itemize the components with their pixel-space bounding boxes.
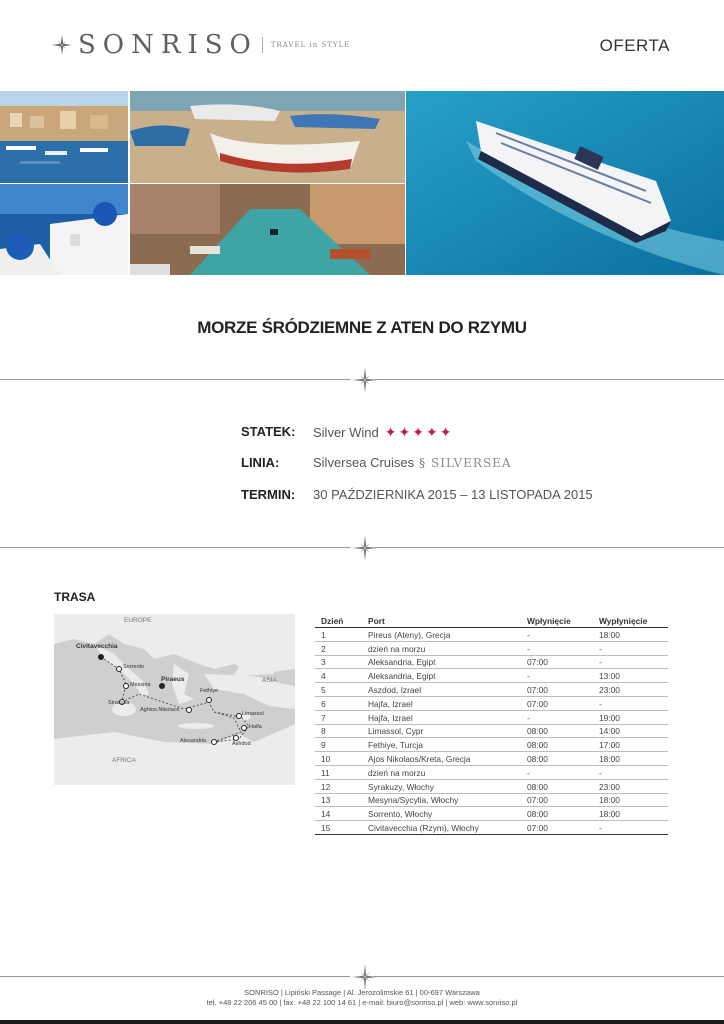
cell-port: Pireus (Ateny), Grecja <box>362 628 521 642</box>
route-map <box>54 614 295 785</box>
cell-departure: 23:00 <box>593 683 668 697</box>
cell-departure: 14:00 <box>593 724 668 738</box>
table-row <box>315 710 668 724</box>
table-row <box>315 724 668 738</box>
term-value: 30 PAŹDZIERNIKA 2015 – 13 LISTOPADA 2015 <box>313 487 593 502</box>
map-label-alexandria: Alexandria <box>180 738 206 744</box>
cell-day: 14 <box>315 807 362 821</box>
brand-tagline: TRAVEL in STYLE <box>270 41 351 49</box>
cell-arrival: 08:00 <box>521 752 593 766</box>
cell-day: 15 <box>315 821 362 835</box>
table-header-row <box>315 614 668 628</box>
compass-star-icon <box>352 367 378 393</box>
footer-contact: tel. +48 22 206 45 00 | fax. +48 22 100 14 61 | e-mail: biuro@sonriso.pl | web: www.sonriso.pl <box>206 998 518 1007</box>
photo-collage <box>0 91 724 275</box>
cell-arrival: - <box>521 765 593 779</box>
divider-line <box>374 379 724 380</box>
cell-port: Hajfa, Izrael <box>362 696 521 710</box>
cell-day: 9 <box>315 738 362 752</box>
cell-departure: 18:00 <box>593 807 668 821</box>
table-row <box>315 655 668 669</box>
logo-separator <box>262 37 263 53</box>
cell-day: 3 <box>315 655 362 669</box>
ship-name: Silver Wind <box>313 425 379 440</box>
divider-line <box>374 976 724 977</box>
star-icon: ✦ <box>439 424 452 440</box>
star-icon: ✦ <box>384 424 397 440</box>
table-row <box>315 696 668 710</box>
footer-address: SONRISO | Lipiński Passage | Al. Jerozolimskie 61 | 00-697 Warszawa <box>244 988 480 997</box>
cell-departure: - <box>593 696 668 710</box>
cell-departure: 13:00 <box>593 669 668 683</box>
cell-arrival: - <box>521 641 593 655</box>
line-label: LINIA: <box>241 455 280 470</box>
map-label-limassol: Limassol <box>242 711 264 717</box>
cell-day: 12 <box>315 779 362 793</box>
divider-line <box>0 547 350 548</box>
cell-arrival: 08:00 <box>521 724 593 738</box>
star-rating <box>385 424 454 441</box>
cell-day: 5 <box>315 683 362 697</box>
cell-port: Civitavecchia (Rzym), Włochy <box>362 821 521 835</box>
line-value <box>313 455 512 470</box>
cell-arrival: 07:00 <box>521 793 593 807</box>
cell-day: 11 <box>315 765 362 779</box>
itinerary-body <box>315 628 668 835</box>
col-header-departure: Wypłynięcie <box>593 614 668 628</box>
cell-arrival: - <box>521 710 593 724</box>
cell-arrival: 08:00 <box>521 807 593 821</box>
harbor-photo <box>0 91 128 183</box>
divider-line <box>0 379 350 380</box>
cell-port: dzień na morzu <box>362 641 521 655</box>
table-row <box>315 793 668 807</box>
map-label-africa: AFRICA <box>112 757 136 764</box>
cell-port: Aleksandria, Egipt <box>362 669 521 683</box>
divider-line <box>0 976 350 977</box>
cell-day: 4 <box>315 669 362 683</box>
line-row <box>0 455 724 477</box>
silversea-logo-text: SILVERSEA <box>430 455 512 470</box>
term-label: TERMIN: <box>241 487 296 502</box>
santorini-photo <box>0 184 128 275</box>
star-icon: ✦ <box>425 424 438 440</box>
cell-departure: 19:00 <box>593 710 668 724</box>
cell-arrival: 07:00 <box>521 683 593 697</box>
ship-label: STATEK: <box>241 424 296 439</box>
table-row <box>315 779 668 793</box>
silversea-logo: § SILVERSEA <box>419 455 512 470</box>
cell-day: 13 <box>315 793 362 807</box>
cell-port: Mesyna/Sycylia, Włochy <box>362 793 521 807</box>
cell-port: Sorrento, Włochy <box>362 807 521 821</box>
cell-departure: - <box>593 765 668 779</box>
venice-photo <box>130 184 405 275</box>
cell-arrival: 08:00 <box>521 779 593 793</box>
divider-top <box>0 365 724 395</box>
cell-arrival: 07:00 <box>521 821 593 835</box>
page-title: MORZE ŚRÓDZIEMNE Z ATEN DO RZYMU <box>197 318 527 337</box>
divider-line <box>374 547 724 548</box>
boats-photo <box>130 91 405 183</box>
ship-row <box>0 424 724 446</box>
cell-departure: 18:00 <box>593 752 668 766</box>
cell-departure: 18:00 <box>593 628 668 642</box>
map-label-siracusa: Siracusa <box>108 700 130 706</box>
map-label-europe: EUROPE <box>124 617 152 624</box>
col-header-arrival: Wpłynięcie <box>521 614 593 628</box>
cell-port: Hajfa, Izrael <box>362 710 521 724</box>
ship-value <box>313 424 453 441</box>
compass-star-icon <box>352 535 378 561</box>
cell-departure: 18:00 <box>593 793 668 807</box>
map-label-civitavecchia: Civitavecchia <box>76 643 118 650</box>
map-label-sorrento: Sorrento <box>123 664 145 670</box>
table-row <box>315 628 668 642</box>
table-row <box>315 807 668 821</box>
cell-day: 8 <box>315 724 362 738</box>
cell-departure: - <box>593 821 668 835</box>
compass-star-icon <box>352 964 378 990</box>
map-label-ashdod: Ashdod <box>232 741 251 747</box>
cell-departure: 17:00 <box>593 738 668 752</box>
map-label-aghios: Aghios Nikolaos <box>140 707 180 713</box>
cell-port: Limassol, Cypr <box>362 724 521 738</box>
term-row <box>0 487 724 509</box>
cell-port: Ajos Nikolaos/Kreta, Grecja <box>362 752 521 766</box>
cell-arrival: 08:00 <box>521 738 593 752</box>
cell-port: Fethiye, Turcja <box>362 738 521 752</box>
col-header-day: Dzień <box>315 614 362 628</box>
cell-day: 1 <box>315 628 362 642</box>
brand-logo <box>52 30 350 60</box>
route-heading: TRASA <box>54 590 96 604</box>
cell-departure: - <box>593 655 668 669</box>
col-header-port: Port <box>362 614 521 628</box>
cell-arrival: - <box>521 628 593 642</box>
cell-day: 2 <box>315 641 362 655</box>
cruise-ship-photo <box>406 91 724 275</box>
map-label-piraeus: Piraeus <box>161 676 185 683</box>
table-row <box>315 765 668 779</box>
line-name: Silversea Cruises <box>313 455 415 470</box>
page-footer <box>0 988 724 1008</box>
map-label-asia: ASIA <box>262 677 277 684</box>
cell-port: dzień na morzu <box>362 765 521 779</box>
cell-port: Aszdod, Izrael <box>362 683 521 697</box>
compass-star-icon <box>52 35 72 55</box>
map-label-haifa: Haifa <box>249 724 262 730</box>
map-label-fethiye: Fethiye <box>200 688 219 694</box>
star-icon: ✦ <box>398 424 411 440</box>
page-header <box>0 0 724 90</box>
table-row <box>315 821 668 835</box>
table-row <box>315 738 668 752</box>
table-row <box>315 641 668 655</box>
cell-arrival: 07:00 <box>521 696 593 710</box>
table-row <box>315 669 668 683</box>
cell-departure: - <box>593 641 668 655</box>
table-row <box>315 683 668 697</box>
map-label-messina: Messina <box>130 682 151 688</box>
document-type: OFERTA <box>599 36 670 55</box>
cell-day: 7 <box>315 710 362 724</box>
cell-arrival: 07:00 <box>521 655 593 669</box>
cell-departure: 23:00 <box>593 779 668 793</box>
cell-day: 6 <box>315 696 362 710</box>
star-icon: ✦ <box>412 424 424 440</box>
footer-bar <box>0 1020 724 1024</box>
table-row <box>315 752 668 766</box>
divider-middle <box>0 533 724 563</box>
brand-name: SONRISO <box>78 30 258 60</box>
itinerary-table <box>315 614 668 835</box>
cell-arrival: - <box>521 669 593 683</box>
cell-port: Aleksandria, Egipt <box>362 655 521 669</box>
cell-port: Syrakuzy, Włochy <box>362 779 521 793</box>
cell-day: 10 <box>315 752 362 766</box>
